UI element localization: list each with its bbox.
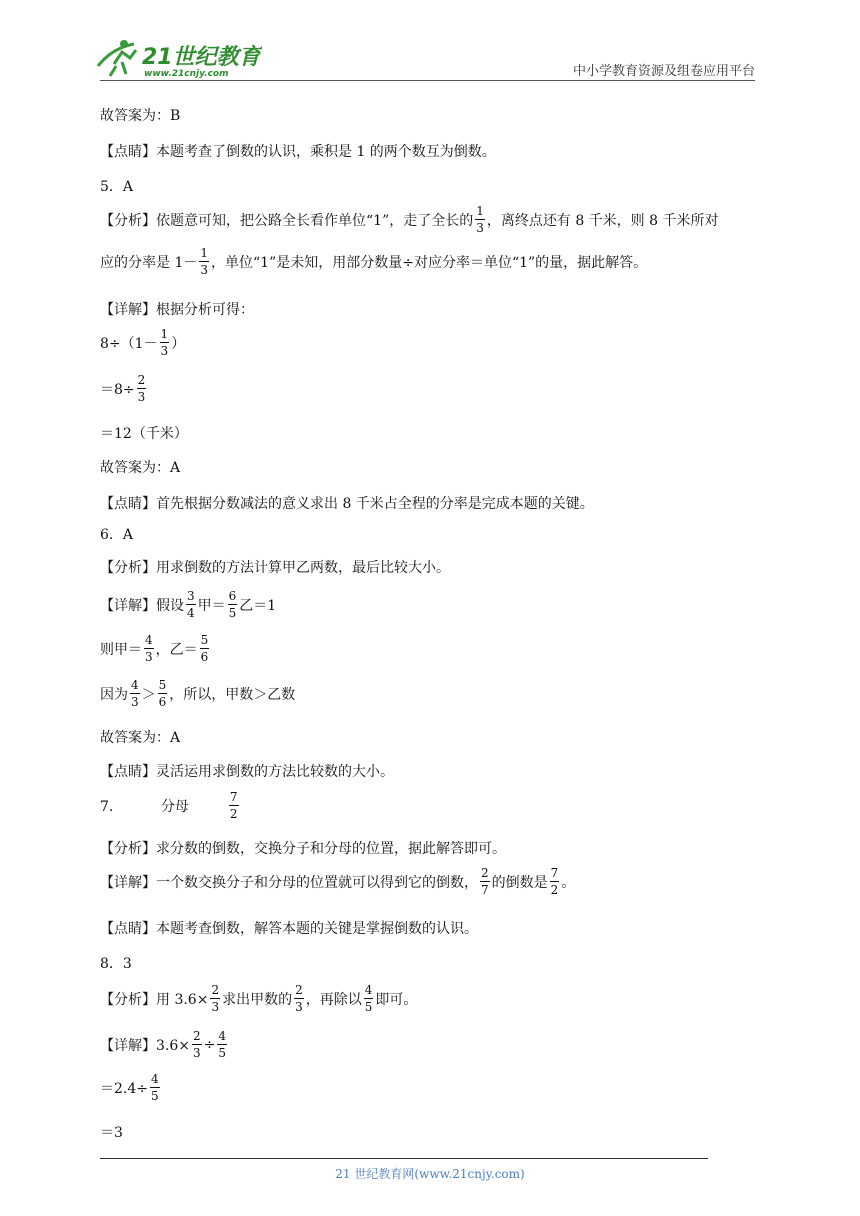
detail-line: 【详解】3.6× $\frac{2}{3}$ ÷ $\frac{4}{5}$	[100, 1029, 227, 1060]
header-divider	[100, 80, 755, 81]
fraction: $\frac{3}{4}$	[187, 589, 195, 620]
dianjing-line: 【点睛】灵活运用求倒数的方法比较数的大小。	[100, 764, 394, 780]
fraction: $\frac{4}{5}$	[151, 1072, 159, 1103]
fraction: $\frac{2}{3}$	[193, 1029, 201, 1060]
fraction: $\frac{2}{7}$	[481, 866, 489, 897]
calc-line: 8÷（1－ $\frac{1}{3}$ ）	[100, 327, 186, 358]
svg-text:www.21cnjy.com: www.21cnjy.com	[144, 69, 229, 79]
analysis-line: 【分析】求分数的倒数，交换分子和分母的位置，据此解答即可。	[100, 841, 506, 857]
fraction: $\frac{5}{6}$	[200, 633, 209, 664]
fraction: $\frac{2}{3}$	[295, 983, 303, 1014]
detail-line: 【详解】根据分析可得：	[100, 302, 254, 318]
fraction: $\frac{4}{5}$	[218, 1029, 227, 1060]
footer-site[interactable]: 21 世纪教育网(www.21cnjy.com)	[335, 1167, 525, 1181]
fraction: $\frac{1}{3}$	[476, 204, 484, 235]
analysis-line: 【分析】用 3.6× $\frac{2}{3}$ 求出甲数的 $\frac{2}{3}$ ，再除以 $\frac{4}{5}$ 即可。	[100, 983, 418, 1014]
fraction: $\frac{1}{3}$	[200, 246, 208, 277]
dianjing-line: 【点睛】本题考查倒数，解答本题的关键是掌握倒数的认识。	[100, 921, 478, 937]
calc-line: ＝2.4÷ $\frac{4}{5}$	[100, 1072, 159, 1103]
logo-21cnjy	[92, 36, 262, 80]
fraction: $\frac{1}{3}$	[160, 327, 169, 358]
calc-line: 因为 $\frac{4}{3}$ ＞ $\frac{5}{6}$ ，所以，甲数＞乙数	[100, 678, 296, 709]
analysis-line: 【分析】依题意可知，把公路全长看作单位“1”，走了全长的 $\frac{1}{3}$ ，离终点还有 8 千米，则 8 千米所对	[100, 204, 719, 235]
fraction: $\frac{7}{2}$	[229, 790, 238, 821]
analysis-line: 【分析】用求倒数的方法计算甲乙两数，最后比较大小。	[100, 560, 450, 576]
answer-line: 故答案为：A	[100, 730, 181, 746]
fraction: $\frac{2}{3}$	[137, 373, 146, 404]
question-5-heading: 5．A	[100, 179, 134, 195]
analysis-line-cont: 应的分率是 1－ $\frac{1}{3}$ ，单位“1”是未知，用部分数量÷对应分率＝单位“1”的量，据此解答。	[100, 246, 648, 277]
fraction: $\frac{4}{3}$	[131, 678, 139, 709]
fraction: $\frac{7}{2}$	[550, 866, 559, 897]
question-7-heading: 7． 分母 $\frac{7}{2}$	[100, 790, 238, 821]
fraction: $\frac{2}{3}$	[211, 983, 220, 1014]
fraction: $\frac{4}{5}$	[364, 983, 373, 1014]
calc-line: ＝3	[100, 1125, 123, 1141]
dianjing-line: 【点睛】本题考查了倒数的认识，乘积是 1 的两个数互为倒数。	[100, 144, 496, 160]
svg-text:21世纪教育: 21世纪教育	[142, 45, 261, 70]
footer-divider	[100, 1158, 708, 1159]
calc-line: 则甲＝ $\frac{4}{3}$ ，乙＝ $\frac{5}{6}$	[100, 633, 209, 664]
fraction: $\frac{6}{5}$	[228, 589, 237, 620]
header-platform-name: 中小学教育资源及组卷应用平台	[572, 64, 755, 79]
detail-line: 【详解】一个数交换分子和分母的位置就可以得到它的倒数， $\frac{2}{7}$ 的倒数是 $\frac{7}{2}$ 。	[100, 866, 576, 897]
answer-line: 故答案为：A	[100, 460, 181, 476]
question-8-heading: 8．3	[100, 956, 132, 972]
calc-line: ＝8÷ $\frac{2}{3}$	[100, 373, 146, 404]
question-6-heading: 6．A	[100, 527, 134, 543]
answer-line: 故答案为：B	[100, 108, 181, 124]
calc-line: ＝12（千米）	[100, 426, 188, 442]
fraction: $\frac{4}{3}$	[145, 633, 153, 664]
fraction: $\frac{5}{6}$	[158, 678, 167, 709]
dianjing-line: 【点睛】首先根据分数减法的意义求出 8 千米占全程的分率是完成本题的关键。	[100, 496, 594, 512]
detail-line: 【详解】假设 $\frac{3}{4}$ 甲＝ $\frac{6}{5}$ 乙＝1	[100, 589, 277, 620]
